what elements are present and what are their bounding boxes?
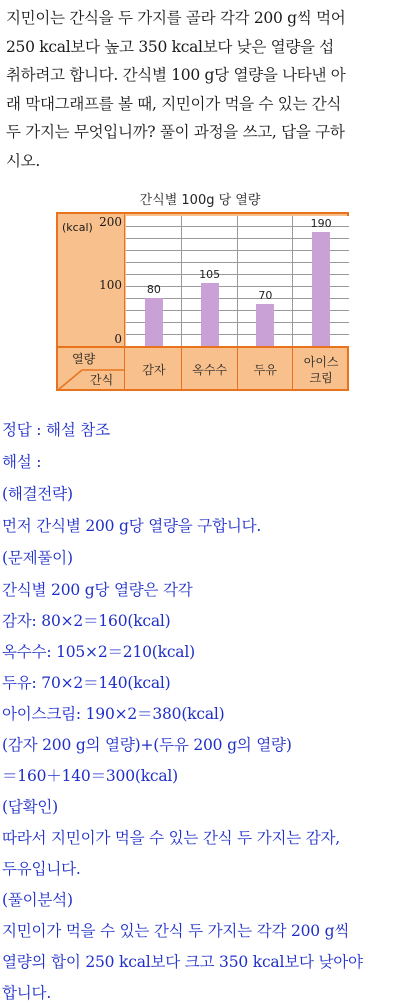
solution-line: (해결전략) bbox=[2, 485, 73, 503]
data-label: 105 bbox=[199, 268, 221, 281]
bar-3 bbox=[312, 232, 330, 346]
bar-1 bbox=[201, 283, 219, 346]
data-label: 70 bbox=[258, 289, 273, 302]
category-label: 아이스 크림 bbox=[303, 354, 339, 385]
y-tick-label: 0 bbox=[114, 332, 122, 346]
solution-line: 열량의 합이 250 kcal보다 크고 350 kcal보다 낮아야 bbox=[2, 953, 363, 971]
problem-line: 250 kcal보다 높고 350 kcal보다 낮은 열량을 섭 bbox=[6, 37, 334, 56]
solution-line: 두유: 70×2＝140(kcal) bbox=[2, 674, 171, 692]
problem-line: 시오. bbox=[6, 151, 40, 170]
solution-line: ＝160＋140＝300(kcal) bbox=[2, 767, 179, 785]
solution-line: (풀이분석) bbox=[2, 891, 73, 909]
solution-line: 옥수수: 105×2＝210(kcal) bbox=[2, 643, 195, 661]
column-divider bbox=[237, 346, 238, 389]
category-label: 감자 bbox=[142, 362, 166, 377]
solution-line: 따라서 지민이가 먹을 수 있는 간식 두 가지는 감자, bbox=[2, 829, 341, 847]
solution-line: 정답 : 해설 참조 bbox=[2, 421, 110, 439]
problem-line: 두 가지는 무엇입니까? 풀이 과정을 쓰고, 답을 구하 bbox=[6, 123, 345, 141]
column-divider bbox=[237, 216, 238, 346]
y-axis-title: 열량 bbox=[72, 352, 96, 366]
solution-line: 합니다. bbox=[2, 984, 52, 1002]
solution-line: 간식별 200 g당 열량은 각각 bbox=[2, 581, 193, 599]
bar-chart bbox=[56, 212, 349, 391]
solution-line: (문제풀이) bbox=[2, 549, 73, 567]
solution-line: 먼저 간식별 200 g당 열량을 구합니다. bbox=[2, 517, 262, 535]
column-divider bbox=[181, 216, 182, 346]
problem-text bbox=[6, 4, 398, 175]
solution-line: 아이스크림: 190×2＝380(kcal) bbox=[2, 705, 225, 723]
solution-line: 두유입니다. bbox=[2, 860, 81, 878]
solution-line: 해설 : bbox=[2, 453, 42, 471]
solution-line: (답확인) bbox=[2, 798, 59, 816]
problem-line: 지민이는 간식을 두 가지를 골라 각각 200 g씩 먹어 bbox=[6, 9, 346, 27]
category-label: 두유 bbox=[253, 362, 277, 377]
data-label: 80 bbox=[146, 283, 161, 296]
column-divider bbox=[292, 346, 293, 389]
y-tick-label: 100 bbox=[99, 278, 122, 292]
category-label: 옥수수 bbox=[192, 362, 228, 377]
data-label: 190 bbox=[310, 217, 332, 230]
y-tick-label: 200 bbox=[99, 215, 122, 229]
column-divider bbox=[181, 346, 182, 389]
chart-title: 간식별 100g 당 열량 bbox=[139, 193, 261, 208]
y-unit-label: (kcal) bbox=[62, 221, 93, 234]
x-axis-title: 간식 bbox=[90, 373, 114, 387]
axis-vertical bbox=[124, 214, 125, 389]
bar-0 bbox=[145, 298, 163, 346]
plot-area bbox=[126, 216, 349, 346]
solution-line: (감자 200 g의 열량)+(두유 200 g의 열량) bbox=[2, 736, 292, 754]
solution-line: 감자: 80×2＝160(kcal) bbox=[2, 612, 171, 630]
problem-line: 취하려고 합니다. 간식별 100 g당 열량을 나타낸 아 bbox=[6, 66, 346, 84]
problem-line: 래 막대그래프를 볼 때, 지민이가 먹을 수 있는 간식 bbox=[6, 94, 342, 113]
column-divider bbox=[292, 216, 293, 346]
bar-2 bbox=[256, 304, 274, 346]
solution-line: 지민이가 먹을 수 있는 간식 두 가지는 각각 200 g씩 bbox=[2, 922, 350, 940]
